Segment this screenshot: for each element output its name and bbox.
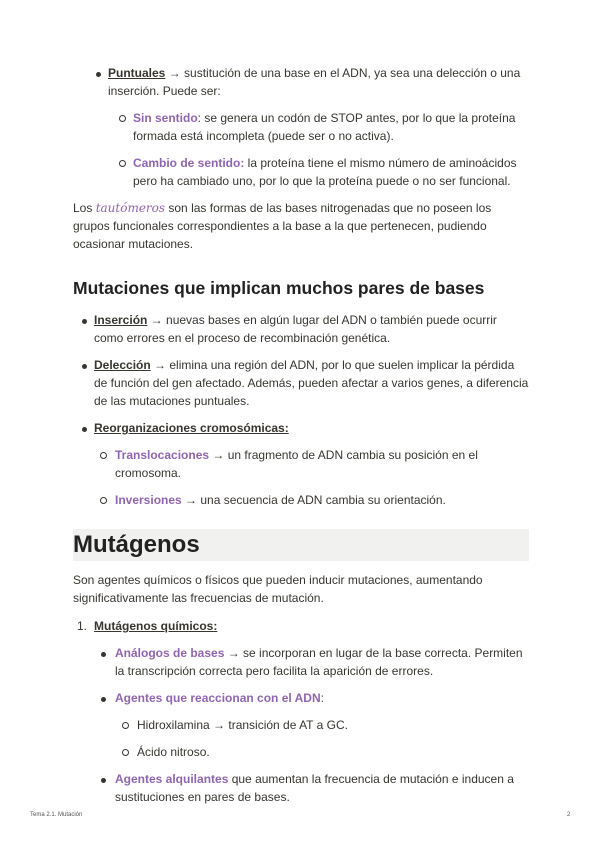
list-item-puntuales [87, 64, 529, 100]
bullet-dot [77, 419, 91, 437]
list-item-acido-nitroso [73, 743, 529, 761]
text-acido-nitroso: Ácido nitroso. [137, 745, 210, 759]
list-item-analogos [73, 644, 529, 680]
list-item-reaccionan [73, 689, 529, 707]
term-mutagenos-quimicos: Mutágenos químicos: [94, 619, 218, 633]
list-item-insercion [73, 311, 529, 347]
text-alquilantes: que aumentan la frecuencia de mutación e inducen a sustituciones en pares de bases. [115, 772, 514, 804]
text-inversiones: → una secuencia de ADN cambia su orientación. [181, 493, 446, 507]
bullet-circle [115, 109, 129, 127]
list-item-translocaciones [73, 446, 529, 482]
text-cambio-sentido: la proteína tiene el mismo número de aminoácidos pero ha cambiado uno, por lo que la proteína puede o no ser funcional. [133, 156, 517, 188]
term-reorganizaciones: Reorganizaciones cromosómicas: [94, 421, 289, 435]
list-item-alquilantes [73, 770, 529, 806]
bullet-dot [96, 689, 110, 707]
footer-title: Tema 2.1. Mutación [30, 812, 83, 818]
term-delecion: Delección [94, 358, 151, 372]
document-page [73, 64, 529, 815]
term-puntuales: Puntuales [108, 66, 166, 80]
paragraph-tautomeros [73, 199, 529, 253]
text-reaccionan: : [320, 691, 324, 705]
bullet-dot [77, 311, 91, 329]
paragraph-mutagenos-intro: Son agentes químicos o físicos que pueden inducir mutaciones, aumentando significativamente las frecuencias de mutación. [73, 573, 483, 605]
heading-mutagenos: Mutágenos [73, 529, 529, 561]
tautomeros-prefix: Los [73, 201, 96, 215]
bullet-dot [77, 356, 91, 374]
heading-muchos-pares: Mutaciones que implican muchos pares de bases [73, 278, 485, 298]
term-tautomeros: tautómeros [95, 201, 166, 215]
bullet-circle [115, 154, 129, 172]
list-item-reorganizaciones [73, 419, 529, 437]
text-hidroxilamina: Hidroxilamina → transición de AT a GC. [137, 718, 348, 732]
text-insercion: → nuevas bases en algún lugar del ADN o también puede ocurrir como errores en el proceso de recombinación genética. [94, 313, 497, 345]
ordered-item-quimicos [73, 617, 529, 635]
term-reaccionan: Agentes que reaccionan con el ADN [115, 691, 321, 705]
text-sin-sentido: : se genera un codón de STOP antes, por lo que la proteína formada está incompleta (puede ser o no activa). [133, 111, 516, 143]
text-delecion: → elimina una región del ADN, por lo que suelen implicar la pérdida de función del gen afectado. Además, pueden afectar a varios genes, a diferencia de las mutaciones puntuales. [94, 358, 529, 408]
tautomeros-suffix: son las formas de las bases nitrogenadas que no poseen los grupos funcionales correspondientes a la base a la que pertenecen, pudiendo ocasionar mutaciones. [73, 201, 492, 251]
text-puntuales: → sustitución de una base en el ADN, ya sea una delección o una inserción. Puede ser: [108, 66, 521, 98]
term-cambio-sentido: Cambio de sentido: [133, 156, 245, 170]
term-inversiones: Inversiones [115, 493, 182, 507]
list-item-sin-sentido [73, 109, 529, 145]
text-translocaciones: → un fragmento de ADN cambia su posición en el cromosoma. [115, 448, 478, 480]
term-insercion: Inserción [94, 313, 148, 327]
term-analogos: Análogos de bases [115, 646, 225, 660]
bullet-dot [91, 64, 105, 82]
list-item-delecion [73, 356, 529, 410]
bullet-circle [118, 743, 132, 761]
list-item-hidroxilamina [73, 716, 529, 734]
bullet-circle [118, 716, 132, 734]
bullet-dot [96, 770, 110, 788]
term-translocaciones: Translocaciones [115, 448, 210, 462]
footer-page-number: 2 [567, 812, 571, 818]
text-analogos: → se incorporan en lugar de la base correcta. Permiten la transcripción correcta pero facilita la aparición de errores. [115, 646, 523, 678]
term-sin-sentido: Sin sentido [133, 111, 198, 125]
list-item-inversiones [73, 491, 529, 509]
bullet-circle [96, 491, 110, 509]
list-number: 1. [77, 619, 88, 633]
list-item-cambio-sentido [73, 154, 529, 190]
bullet-circle [96, 446, 110, 464]
bullet-dot [96, 644, 110, 662]
term-alquilantes: Agentes alquilantes [115, 772, 229, 786]
